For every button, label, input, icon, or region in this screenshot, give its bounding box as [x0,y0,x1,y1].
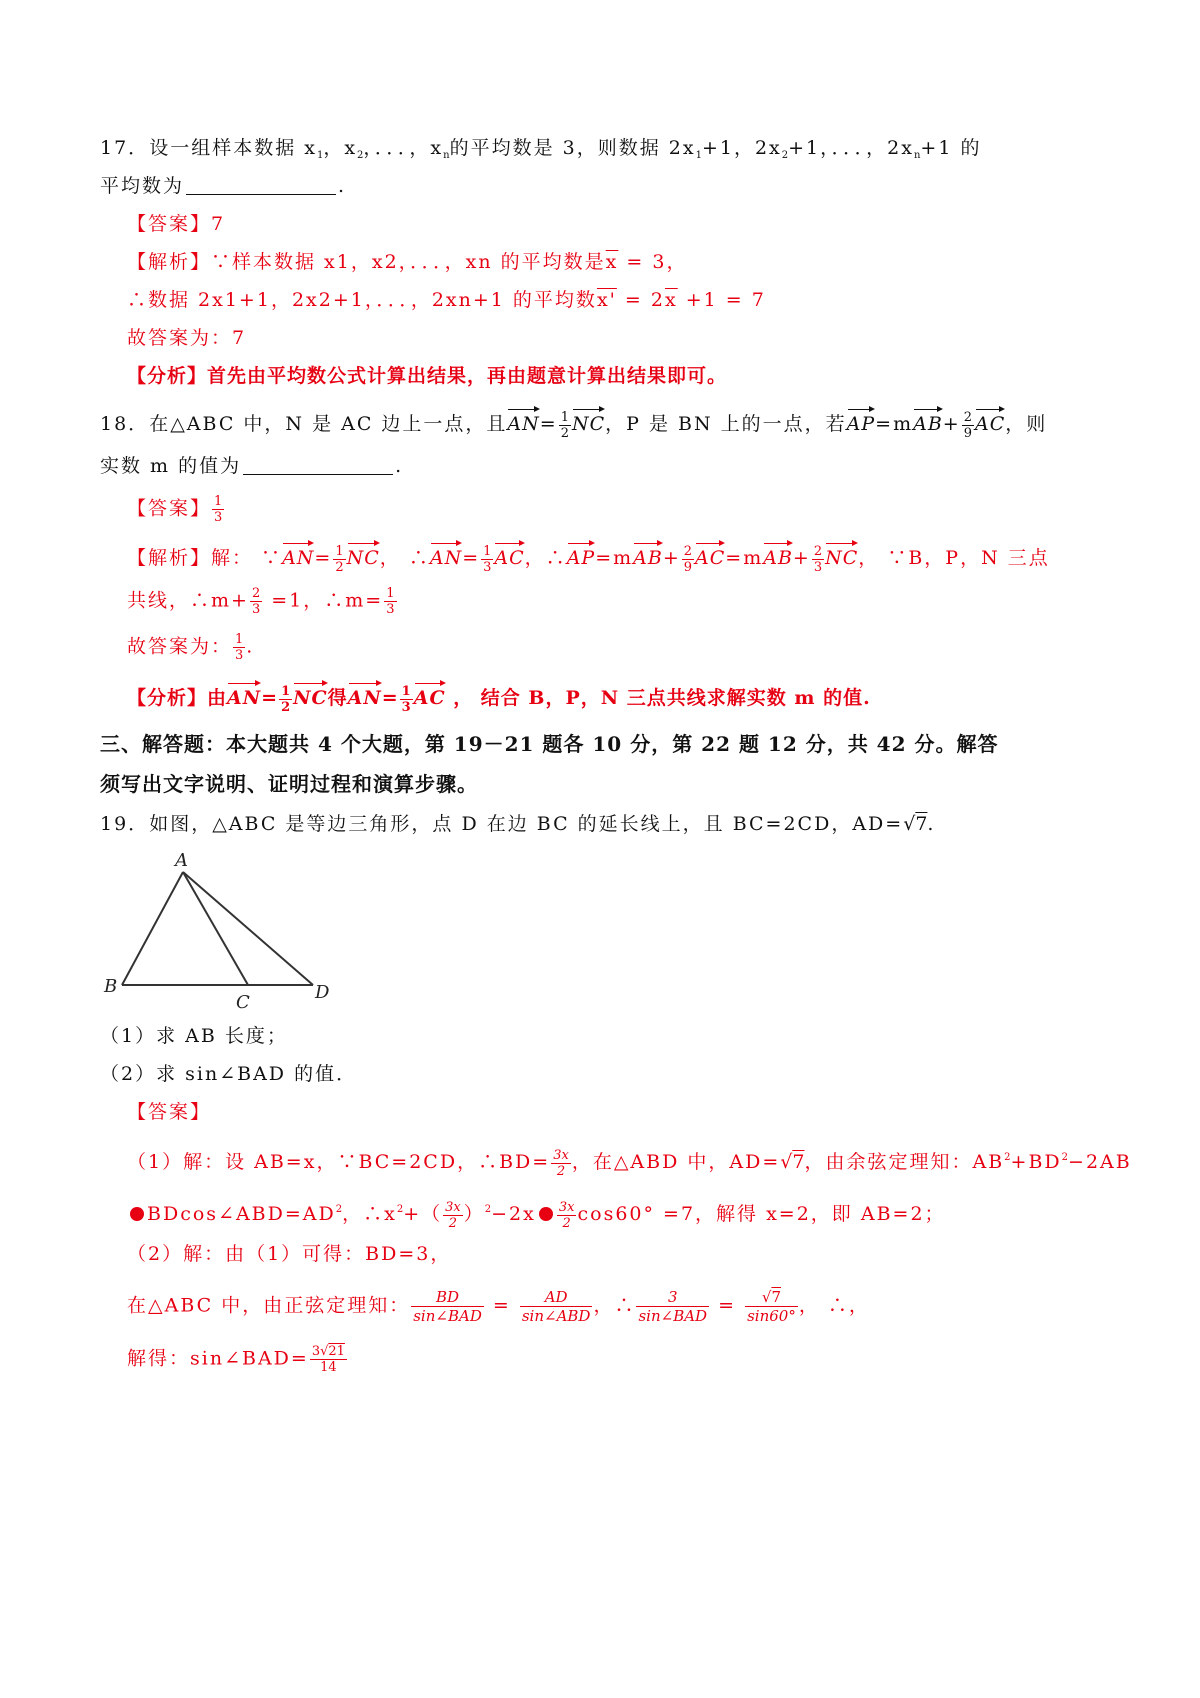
q19-part2-line2: 在△ABC 中，由正弦定理知： $\frac{BD}{\text{sin∠BAD}}$ = $\frac{AD}{\text{sin∠ABD}}$ ，∴ $\frac{3}{\text{sin∠BAD}}$ = $\frac{√7}{\sin 60^\circ}$ ， ∴， [127,1288,870,1325]
q19-sub2: （2）求 sin∠BAD 的值． [100,1063,358,1085]
q17-number: 17． [100,137,150,159]
label-B: B [104,976,118,997]
q19-number: 19． [100,813,150,835]
q18-answer: 【答案】 $\frac{1}{3}$ [127,494,223,525]
q18-fenxi: 【分析】由AN= $\frac{1}{2}$ NC得AN= $\frac{1}{3}$ AC ， 结合 B，P，N 三点共线求解实数 m 的值. [127,680,871,715]
q18-jiexi-2: 共线，∴m+ $\frac{2}{3}$ =1，∴m= $\frac{1}{3}$ [127,586,395,617]
q19-sub1: （1）求 AB 长度； [100,1025,288,1047]
q19-stem: 19．如图，△ABC 是等边三角形，点 D 在边 BC 的延长线上，且 BC=2CD，AD=√7. [100,813,936,835]
q19-answer-tag [127,1098,211,1126]
section-heading: 三、解答题：本大题共 4 个大题，第 19－21 题各 10 分，第 22 题 12 分，共 42 分。解答 [100,732,999,756]
section-heading-2: 须写出文字说明、证明过程和演算步骤。 [100,772,478,796]
answer-blank [243,454,393,475]
triangle-figure [100,850,340,1015]
jiexi-tag: 【解析】 [127,251,212,273]
fenxi-tag: 【分析】 [127,365,208,387]
q18-line1: 18．在△ABC 中，N 是 AC 边上一点，且AN= $\frac{1}{2}$ NC，P 是 BN 上的一点，若AP=mAB+ $\frac{2}{9}$ AC，则 [100,406,1047,441]
multiply-dot-icon [130,1207,144,1221]
q19-part1-line1: （1）解：设 AB=x，∵BC=2CD，∴BD= $\frac{3x}{2}$ ，在△ABD 中，AD=√7，由余弦定理知：$AB^2+BD^2-2AB$ [127,1147,1132,1179]
label-A: A [175,850,188,871]
answer-tag: 【答案】 [127,497,212,520]
q17-answer: 【答案】7 [127,213,226,235]
side-AD [183,872,313,985]
q18-number: 18． [100,413,150,435]
answer-blank [186,174,336,195]
multiply-dot-icon [539,1207,553,1221]
jiexi-tag: 【解析】 [127,547,212,569]
q18-guda: 故答案为： $\frac{1}{3}$ . [127,632,255,663]
label-D: D [315,982,330,1003]
q19-part1-line2: $BDcos\angle ABD=AD^2$，$\therefore x^2+$（ $\frac{3x}{2}$ ）$^2$−2x $\frac{3x}{2}$ cos60° =7，解得 x=2，即 AB=2； [127,1196,946,1231]
fenxi-tag: 【分析】 [127,687,208,709]
q18-jiexi-1: 【解析】解： ∵AN= $\frac{1}{2}$ NC， ∴AN= $\frac{1}{3}$ AC，∴AP=mAB+ $\frac{2}{9}$ AC=mAB+ $\frac{2}{3}$ NC， ∵B，P，N 三点 [127,540,1050,575]
answer-tag: 【答案】 [127,213,212,235]
q17-fenxi: 【分析】首先由平均数公式计算出结果，再由题意计算出结果即可。 [127,365,728,387]
q17-line2: 平均数为 . [100,175,347,197]
q19-part2-line1: （2）解：由（1）可得：BD=3， [127,1243,452,1265]
side-AC [183,872,248,985]
answer-tag: 【答案】 [127,1101,212,1123]
side-AB [122,872,183,985]
q17-jiexi-1: 【解析】∵样本数据 x1，x2，．．．，xn 的平均数是$\overline{x} = 3$， [127,251,688,273]
label-C: C [236,992,250,1013]
q19-part2-line3: 解得：sin∠BAD= $\frac{3√21}{14}$ [127,1344,345,1375]
q18-line2: 实数 m 的值为 . [100,455,404,477]
q17-jiexi-2: ∴数据 2x1+1，2x2+1，．．．，2xn+1 的平均数$x' = 2\overline{x} +1 = 7$ [127,289,766,311]
q17-line1: 17．设一组样本数据 $x_1$，$x_2$，．．．，$x_n$的平均数是 3，则数据 $2x_1+1$，$2x_2+1$，．．．，$2x_n+1$ 的 [100,137,982,161]
q17-guda: 故答案为：7 [127,327,247,349]
